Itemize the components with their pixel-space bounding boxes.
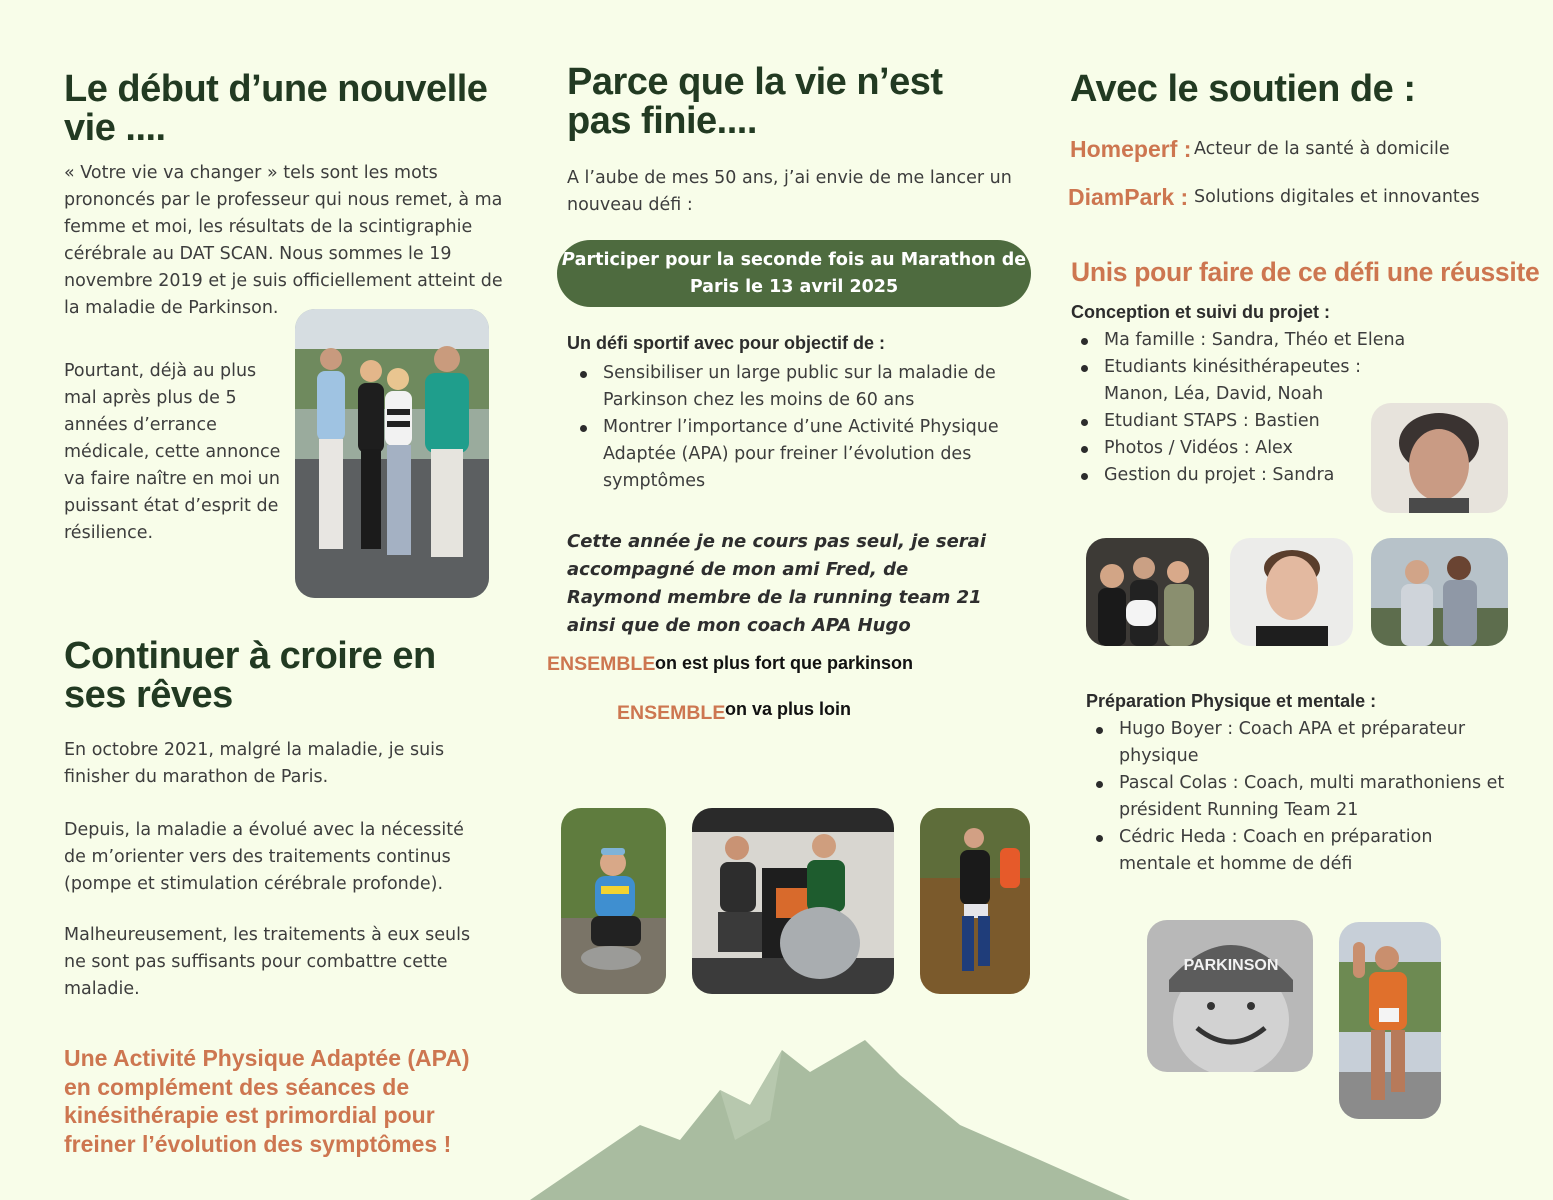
ensemble-word-2: ENSEMBLE bbox=[617, 702, 726, 724]
title-new-life: Le début d’une nouvelle vie .... bbox=[64, 68, 488, 149]
list-item: Ma famille : Sandra, Théo et Elena bbox=[1104, 327, 1464, 354]
marathon-runner-photo bbox=[1339, 922, 1441, 1119]
paragraph-challenge-intro: A l’aube de mes 50 ans, j’ai envie de me lancer un nouveau défi : bbox=[567, 168, 1012, 215]
ensemble-word-1: ENSEMBLE bbox=[547, 653, 656, 675]
list-item: Gestion du projet : Sandra bbox=[1104, 462, 1464, 489]
prep-heading: Préparation Physique et mentale : bbox=[1086, 691, 1377, 711]
objective-list bbox=[563, 360, 1043, 495]
subtitle-united: Unis pour faire de ce défi une réussite bbox=[1071, 257, 1540, 287]
list-item: Hugo Boyer : Coach APA et préparateur physique bbox=[1119, 716, 1489, 770]
coaches-photo bbox=[692, 808, 894, 994]
ensemble-text-1: on est plus fort que parkinson bbox=[655, 653, 914, 673]
list-item: Etudiant STAPS : Bastien bbox=[1104, 408, 1464, 435]
list-item: Sensibiliser un large public sur la maladie de Parkinson chez les moins de 60 ans bbox=[603, 360, 1043, 414]
bastien-photo bbox=[1230, 538, 1353, 646]
students-photo bbox=[1086, 538, 1209, 646]
sponsor-homeperf-name: Homeperf : bbox=[1070, 136, 1192, 162]
alex-photo bbox=[1371, 538, 1508, 646]
highlight-apa: Une Activité Physique Adaptée (APA) en complément des séances de kinésithérapie est primordial pour freiner l’évolution des symptômes ! bbox=[64, 1045, 470, 1157]
sandra-photo bbox=[1371, 403, 1508, 513]
hiker-photo bbox=[561, 808, 666, 994]
runner-photo bbox=[920, 808, 1030, 994]
banner-text: articiper pour la seconde fois au Marathon de Paris le 13 avril 2025 bbox=[574, 250, 1027, 297]
list-item: Photos / Vidéos : Alex bbox=[1104, 435, 1464, 462]
list-item: Etudiants kinésithérapeutes : Manon, Léa, David, Noah bbox=[1104, 354, 1424, 408]
list-item: Cédric Heda : Coach en préparation mentale et homme de défi bbox=[1119, 824, 1449, 878]
coach-portrait-photo bbox=[1147, 920, 1313, 1072]
paragraph-evolution: Depuis, la maladie a évolué avec la nécessité de m’orienter vers des traitements continus (pompe et stimulation cérébrale profonde). bbox=[64, 820, 464, 894]
ensemble-text-2: on va plus loin bbox=[725, 699, 852, 719]
list-item: Pascal Colas : Coach, multi marathoniens et président Running Team 21 bbox=[1119, 770, 1539, 824]
paragraph-companions: Cette année je ne cours pas seul, je serai accompagné de mon ami Fred, de Raymond membre de la running team 21 ainsi que de mon coach APA Hugo bbox=[567, 531, 986, 636]
sponsor-diampark-name: DiamPark : bbox=[1068, 184, 1189, 210]
title-keep-dreaming: Continuer à croire en ses rêves bbox=[64, 635, 436, 716]
sponsor-homeperf-desc: Acteur de la santé à domicile bbox=[1194, 139, 1450, 159]
mountain-illustration bbox=[520, 1030, 1140, 1200]
paragraph-diagnosis: « Votre vie va changer » tels sont les mots prononcés par le professeur qui nous remet, à ma femme et moi, les résultats de la scintigraphie cérébrale au DAT SCAN. Nous sommes le 19 novembre 2019 et je suis officiellement atteint de la maladie de Parkinson. bbox=[64, 163, 503, 318]
prep-list bbox=[1079, 716, 1539, 878]
conception-heading: Conception et suivi du projet : bbox=[1071, 302, 1331, 322]
banner-initial: P bbox=[561, 250, 575, 270]
title-support: Avec le soutien de : bbox=[1070, 68, 1416, 110]
title-life-not-over: Parce que la vie n’est pas finie.... bbox=[567, 61, 943, 142]
paragraph-treatments: Malheureusement, les traitements à eux seuls ne sont pas suffisants pour combattre cette maladie. bbox=[64, 925, 471, 999]
marathon-banner bbox=[557, 240, 1031, 307]
family-photo bbox=[295, 309, 489, 598]
sponsor-diampark-desc: Solutions digitales et innovantes bbox=[1194, 187, 1480, 207]
beanie-text: PARKINSON bbox=[1183, 957, 1279, 974]
list-item: Montrer l’importance d’une Activité Physique Adaptée (APA) pour freiner l’évolution des symptômes bbox=[603, 414, 1043, 495]
paragraph-finisher: En octobre 2021, malgré la maladie, je suis finisher du marathon de Paris. bbox=[64, 740, 445, 787]
objective-heading: Un défi sportif avec pour objectif de : bbox=[567, 333, 886, 353]
paragraph-resilience: Pourtant, déjà au plus mal après plus de 5 années d’errance médicale, cette annonce va faire naître en moi un puissant état d’esprit de résilience. bbox=[64, 361, 281, 543]
